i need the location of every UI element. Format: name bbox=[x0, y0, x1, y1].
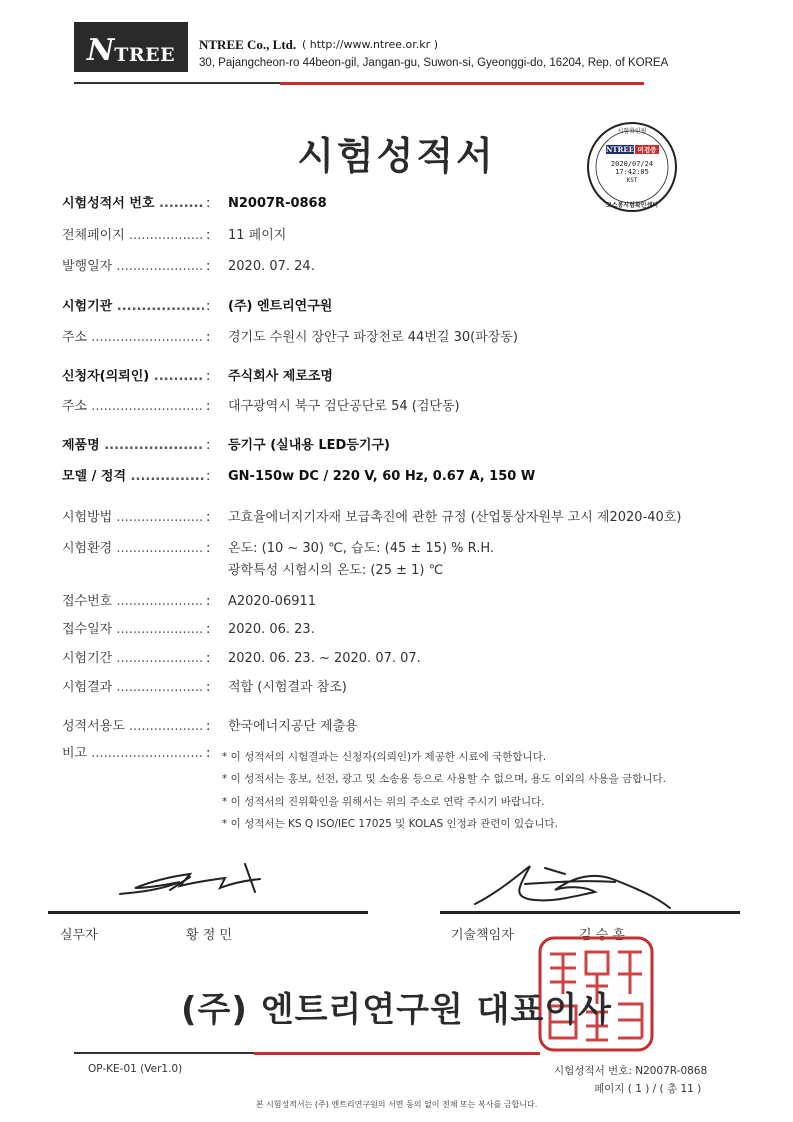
field-label: 시험기관 ..... bbox=[62, 299, 214, 315]
header-divider-accent bbox=[280, 82, 644, 85]
field-label: 전체페이지 ..... bbox=[62, 228, 214, 244]
field-label: 접수일자 ..... bbox=[62, 622, 214, 638]
verification-stamp bbox=[586, 121, 678, 213]
company-address: 30, Pajangcheon-ro 44beon-gil, Jangan-gu, Suwon-si, Gyeonggi-do, 16204, Rep. of KOREA bbox=[199, 57, 669, 69]
test-environment-value: 온도: (10 ~ 30) ℃, 습도: (45 ± 15) % R.H. bbox=[228, 541, 495, 556]
company-logo bbox=[74, 22, 188, 72]
tech-manager-signature bbox=[465, 856, 680, 914]
remark-note: * 이 성적서는 KS Q ISO/IEC 17025 및 KOLAS 인정과 관련이 있습니다. bbox=[222, 818, 558, 830]
practitioner-signature bbox=[110, 852, 285, 902]
test-method-value: 고효율에너지기자재 보급촉진에 관한 규정 (산업통상자원부 고시 제2020-40호) bbox=[228, 510, 682, 525]
field-label: 시험성적서 번호 ..... bbox=[62, 196, 214, 212]
stamp-top-text: 시험확인필 bbox=[617, 128, 647, 135]
company-name: NTREE Co., Ltd. bbox=[199, 37, 297, 52]
tech-manager-name: 김 승 훈 bbox=[579, 928, 625, 943]
field-label: 모델 / 정격 ..... bbox=[62, 469, 214, 485]
footer-report-no: 시험성적서 번호: N2007R-0868 bbox=[554, 1065, 708, 1077]
practitioner-name: 황 정 민 bbox=[186, 928, 232, 943]
remark-note: * 이 성적서의 시험결과는 신청자(의뢰인)가 제공한 시료에 국한합니다. bbox=[222, 751, 547, 763]
practitioner-signature-line bbox=[48, 911, 368, 914]
purpose-value: 한국에너지공단 제출용 bbox=[228, 719, 358, 734]
form-code: OP-KE-01 (Ver1.0) bbox=[88, 1063, 183, 1075]
test-org-value: (주) 엔트리연구원 bbox=[228, 299, 333, 314]
remark-note: * 이 성적서는 홍보, 선전, 광고 및 소송용 등으로 사용할 수 없으며, 용도 이외의 사용을 금합니다. bbox=[222, 773, 666, 785]
test-period-value: 2020. 06. 23. ~ 2020. 07. 07. bbox=[228, 651, 421, 666]
model-value: GN-150w DC / 220 V, 60 Hz, 0.67 A, 150 W bbox=[228, 469, 536, 484]
stamp-bottom-text: 코스몽시험확인센터 bbox=[605, 202, 659, 209]
issue-date-value: 2020. 07. 24. bbox=[228, 259, 315, 274]
field-label: 시험환경 ..... bbox=[62, 541, 214, 557]
logo-letter-n: N bbox=[86, 33, 115, 68]
company-url: ( http://www.ntree.or.kr ) bbox=[302, 38, 438, 51]
field-label: 주소 ..... bbox=[62, 399, 214, 415]
footer-page-indicator: 페이지 ( 1 ) / ( 총 11 ) bbox=[594, 1083, 702, 1095]
field-label: 시험기간 ..... bbox=[62, 651, 214, 667]
product-value: 등기구 (실내용 LED등기구) bbox=[228, 438, 390, 453]
field-label: 비고 ..... bbox=[62, 746, 214, 762]
company-representative-signature: (주) 엔트리연구원 대표이사 bbox=[180, 990, 613, 1030]
tech-manager-signature-line bbox=[440, 911, 740, 914]
stamp-logo: NTREE bbox=[605, 145, 635, 154]
test-environment-value-2: 광학특성 시험시의 온도: (25 ± 1) ℃ bbox=[228, 563, 444, 578]
footer-divider bbox=[74, 1052, 254, 1054]
receipt-no-value: A2020-06911 bbox=[228, 594, 317, 609]
field-label: 주소 ..... bbox=[62, 330, 214, 346]
stamp-badge: 미검증 bbox=[637, 146, 657, 154]
logo-text: TREE bbox=[114, 44, 176, 66]
receipt-date-value: 2020. 06. 23. bbox=[228, 622, 315, 637]
field-label: 접수번호 ..... bbox=[62, 594, 214, 610]
report-no-value: N2007R-0868 bbox=[228, 196, 327, 211]
field-label: 시험결과 ..... bbox=[62, 680, 214, 696]
stamp-date: 2020/07/24 bbox=[610, 160, 654, 168]
field-label: 제품명 ..... bbox=[62, 438, 214, 454]
remark-note: * 이 성적서의 진위확인을 위해서는 위의 주소로 연락 주시기 바랍니다. bbox=[222, 796, 545, 808]
tech-manager-label: 기술책임자 bbox=[451, 928, 514, 943]
field-label: 신청자(의뢰인) ..... bbox=[62, 369, 214, 385]
total-pages-value: 11 페이지 bbox=[228, 228, 287, 243]
stamp-time: 17:42:05 bbox=[615, 168, 649, 176]
applicant-value: 주식회사 제로조명 bbox=[228, 369, 333, 384]
practitioner-label: 실무자 bbox=[60, 928, 98, 943]
footer-divider-accent bbox=[254, 1052, 540, 1055]
field-label: 시험방법 ..... bbox=[62, 510, 214, 526]
document-title: 시험성적서 bbox=[297, 134, 496, 178]
test-result-value: 적합 (시험결과 참조) bbox=[228, 680, 347, 695]
stamp-tz: KST bbox=[626, 177, 638, 184]
test-org-address-value: 경기도 수원시 장안구 파장천로 44번길 30(파장동) bbox=[228, 330, 518, 345]
copyright-notice: 본 시험성적서는 (주) 엔트리연구원의 서면 동의 없이 전체 또는 복사를 금합니다. bbox=[255, 1100, 538, 1109]
applicant-address-value: 대구광역시 북구 검단공단로 54 (검단동) bbox=[228, 399, 460, 414]
field-label: 성적서용도 ..... bbox=[62, 719, 214, 735]
field-label: 발행일자 ..... bbox=[62, 259, 214, 275]
